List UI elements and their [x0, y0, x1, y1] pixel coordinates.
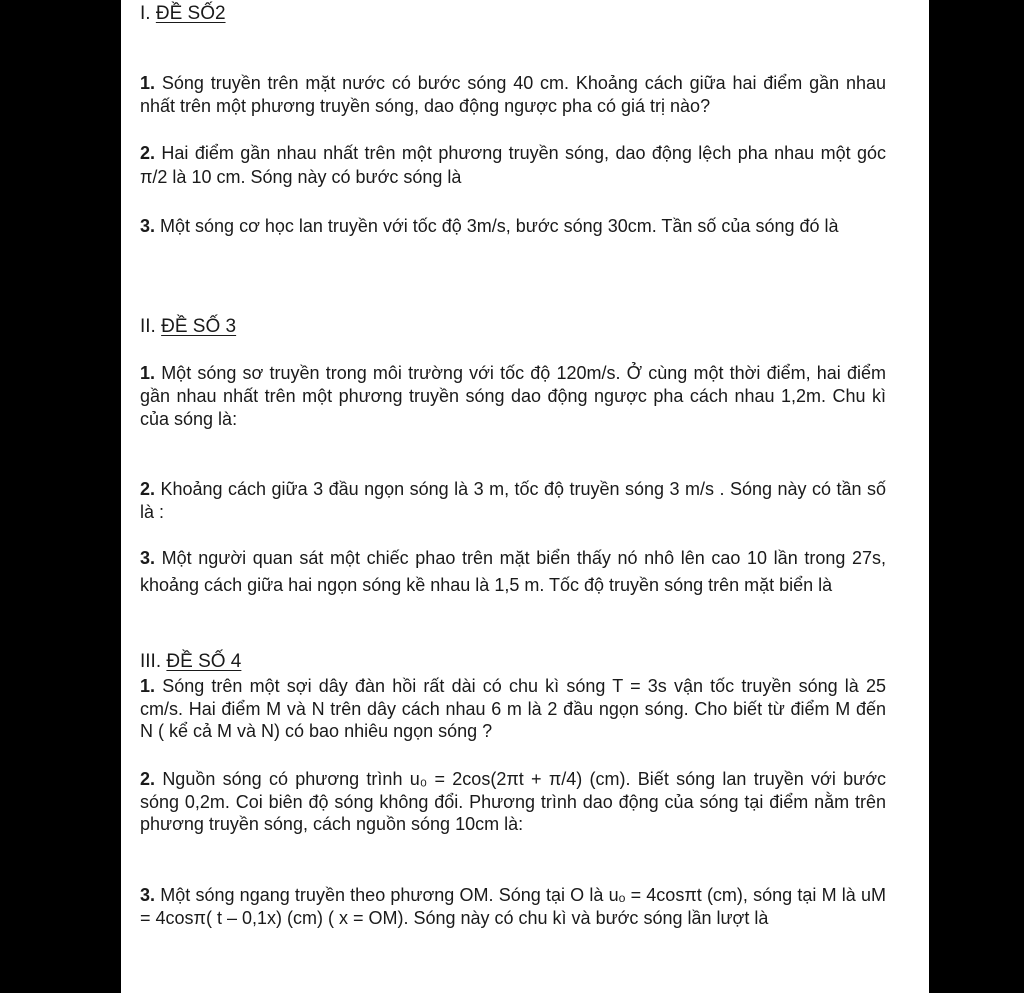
question-s2-q3	[140, 545, 886, 599]
section-numeral: I.	[140, 3, 151, 24]
section-title: ĐỀ SỐ 4	[166, 651, 242, 672]
question-s1-q1	[140, 72, 886, 118]
section-heading-2	[140, 316, 236, 338]
question-text: Khoảng cách giữa 3 đầu ngọn sóng là 3 m, tốc độ truyền sóng 3 m/s . Sóng này có tần số là :	[140, 479, 886, 522]
section-numeral: II.	[140, 316, 156, 337]
section-heading-3	[140, 651, 241, 673]
question-s2-q1	[140, 362, 886, 431]
section-title: ĐỀ SỐ2	[155, 3, 226, 24]
question-text: Sóng trên một sợi dây đàn hồi rất dài có chu kì sóng T = 3s vận tốc truyền sóng là 25 cm/s. Hai điểm M và N trên dây cách nhau 6 m là 2 đầu ngọn sóng. Cho biết từ điểm M đến N ( kể cả M và N) có bao nhiêu ngọn sóng ?	[140, 676, 886, 741]
question-number: 1.	[140, 73, 156, 93]
question-text: Một sóng sơ truyền trong môi trường với tốc độ 120m/s. Ở cùng một thời điểm, hai điểm gần nhau nhất trên một phương truyền sóng dao động ngược pha cách nhau 1,2m. Chu kì của sóng là:	[140, 363, 886, 429]
section-numeral: III.	[140, 651, 162, 672]
question-number: 2.	[140, 769, 156, 789]
question-text: Sóng truyền trên mặt nước có bước sóng 40 cm. Khoảng cách giữa hai điểm gần nhau nhất trên một phương truyền sóng, dao động ngược pha có giá trị nào?	[140, 73, 886, 116]
question-number: 1.	[140, 676, 156, 696]
question-s3-q1	[140, 675, 886, 743]
question-s2-q2	[140, 478, 886, 524]
question-number: 3.	[140, 548, 156, 568]
question-s3-q2	[140, 768, 886, 836]
question-number: 2.	[140, 479, 156, 499]
document-page	[121, 0, 929, 993]
question-number: 3.	[140, 885, 156, 905]
question-text: Một người quan sát một chiếc phao trên mặt biển thấy nó nhô lên cao 10 lần trong 27s, khoảng cách giữa hai ngọn sóng kề nhau là 1,5 m. Tốc độ truyền sóng trên mặt biển là	[140, 548, 886, 595]
section-heading-1	[140, 3, 226, 25]
question-s1-q2	[140, 141, 886, 189]
question-number: 2.	[140, 143, 156, 163]
question-text: Hai điểm gần nhau nhất trên một phương truyền sóng, dao động lệch pha nhau một góc π/2 là 10 cm. Sóng này có bước sóng là	[140, 143, 886, 187]
question-number: 3.	[140, 216, 156, 236]
question-number: 1.	[140, 363, 156, 383]
question-s3-q3	[140, 884, 886, 930]
question-text: Nguồn sóng có phương trình u₀ = 2cos(2πt + π/4) (cm). Biết sóng lan truyền với bước sóng 0,2m. Coi biên độ sóng không đổi. Phương trình dao động của sóng tại điểm nằm trên phương truyền sóng, cách nguồn sóng 10cm là:	[140, 769, 886, 834]
question-text: Một sóng cơ học lan truyền với tốc độ 3m/s, bước sóng 30cm. Tần số của sóng đó là	[160, 216, 839, 236]
question-s1-q3	[140, 213, 886, 240]
section-title: ĐỀ SỐ 3	[161, 316, 237, 337]
question-text: Một sóng ngang truyền theo phương OM. Sóng tại O là uₒ = 4cosπt (cm), sóng tại M là uM = 4cosπ( t – 0,1x) (cm) ( x = OM). Sóng này có chu kì và bước sóng lần lượt là	[140, 885, 886, 928]
